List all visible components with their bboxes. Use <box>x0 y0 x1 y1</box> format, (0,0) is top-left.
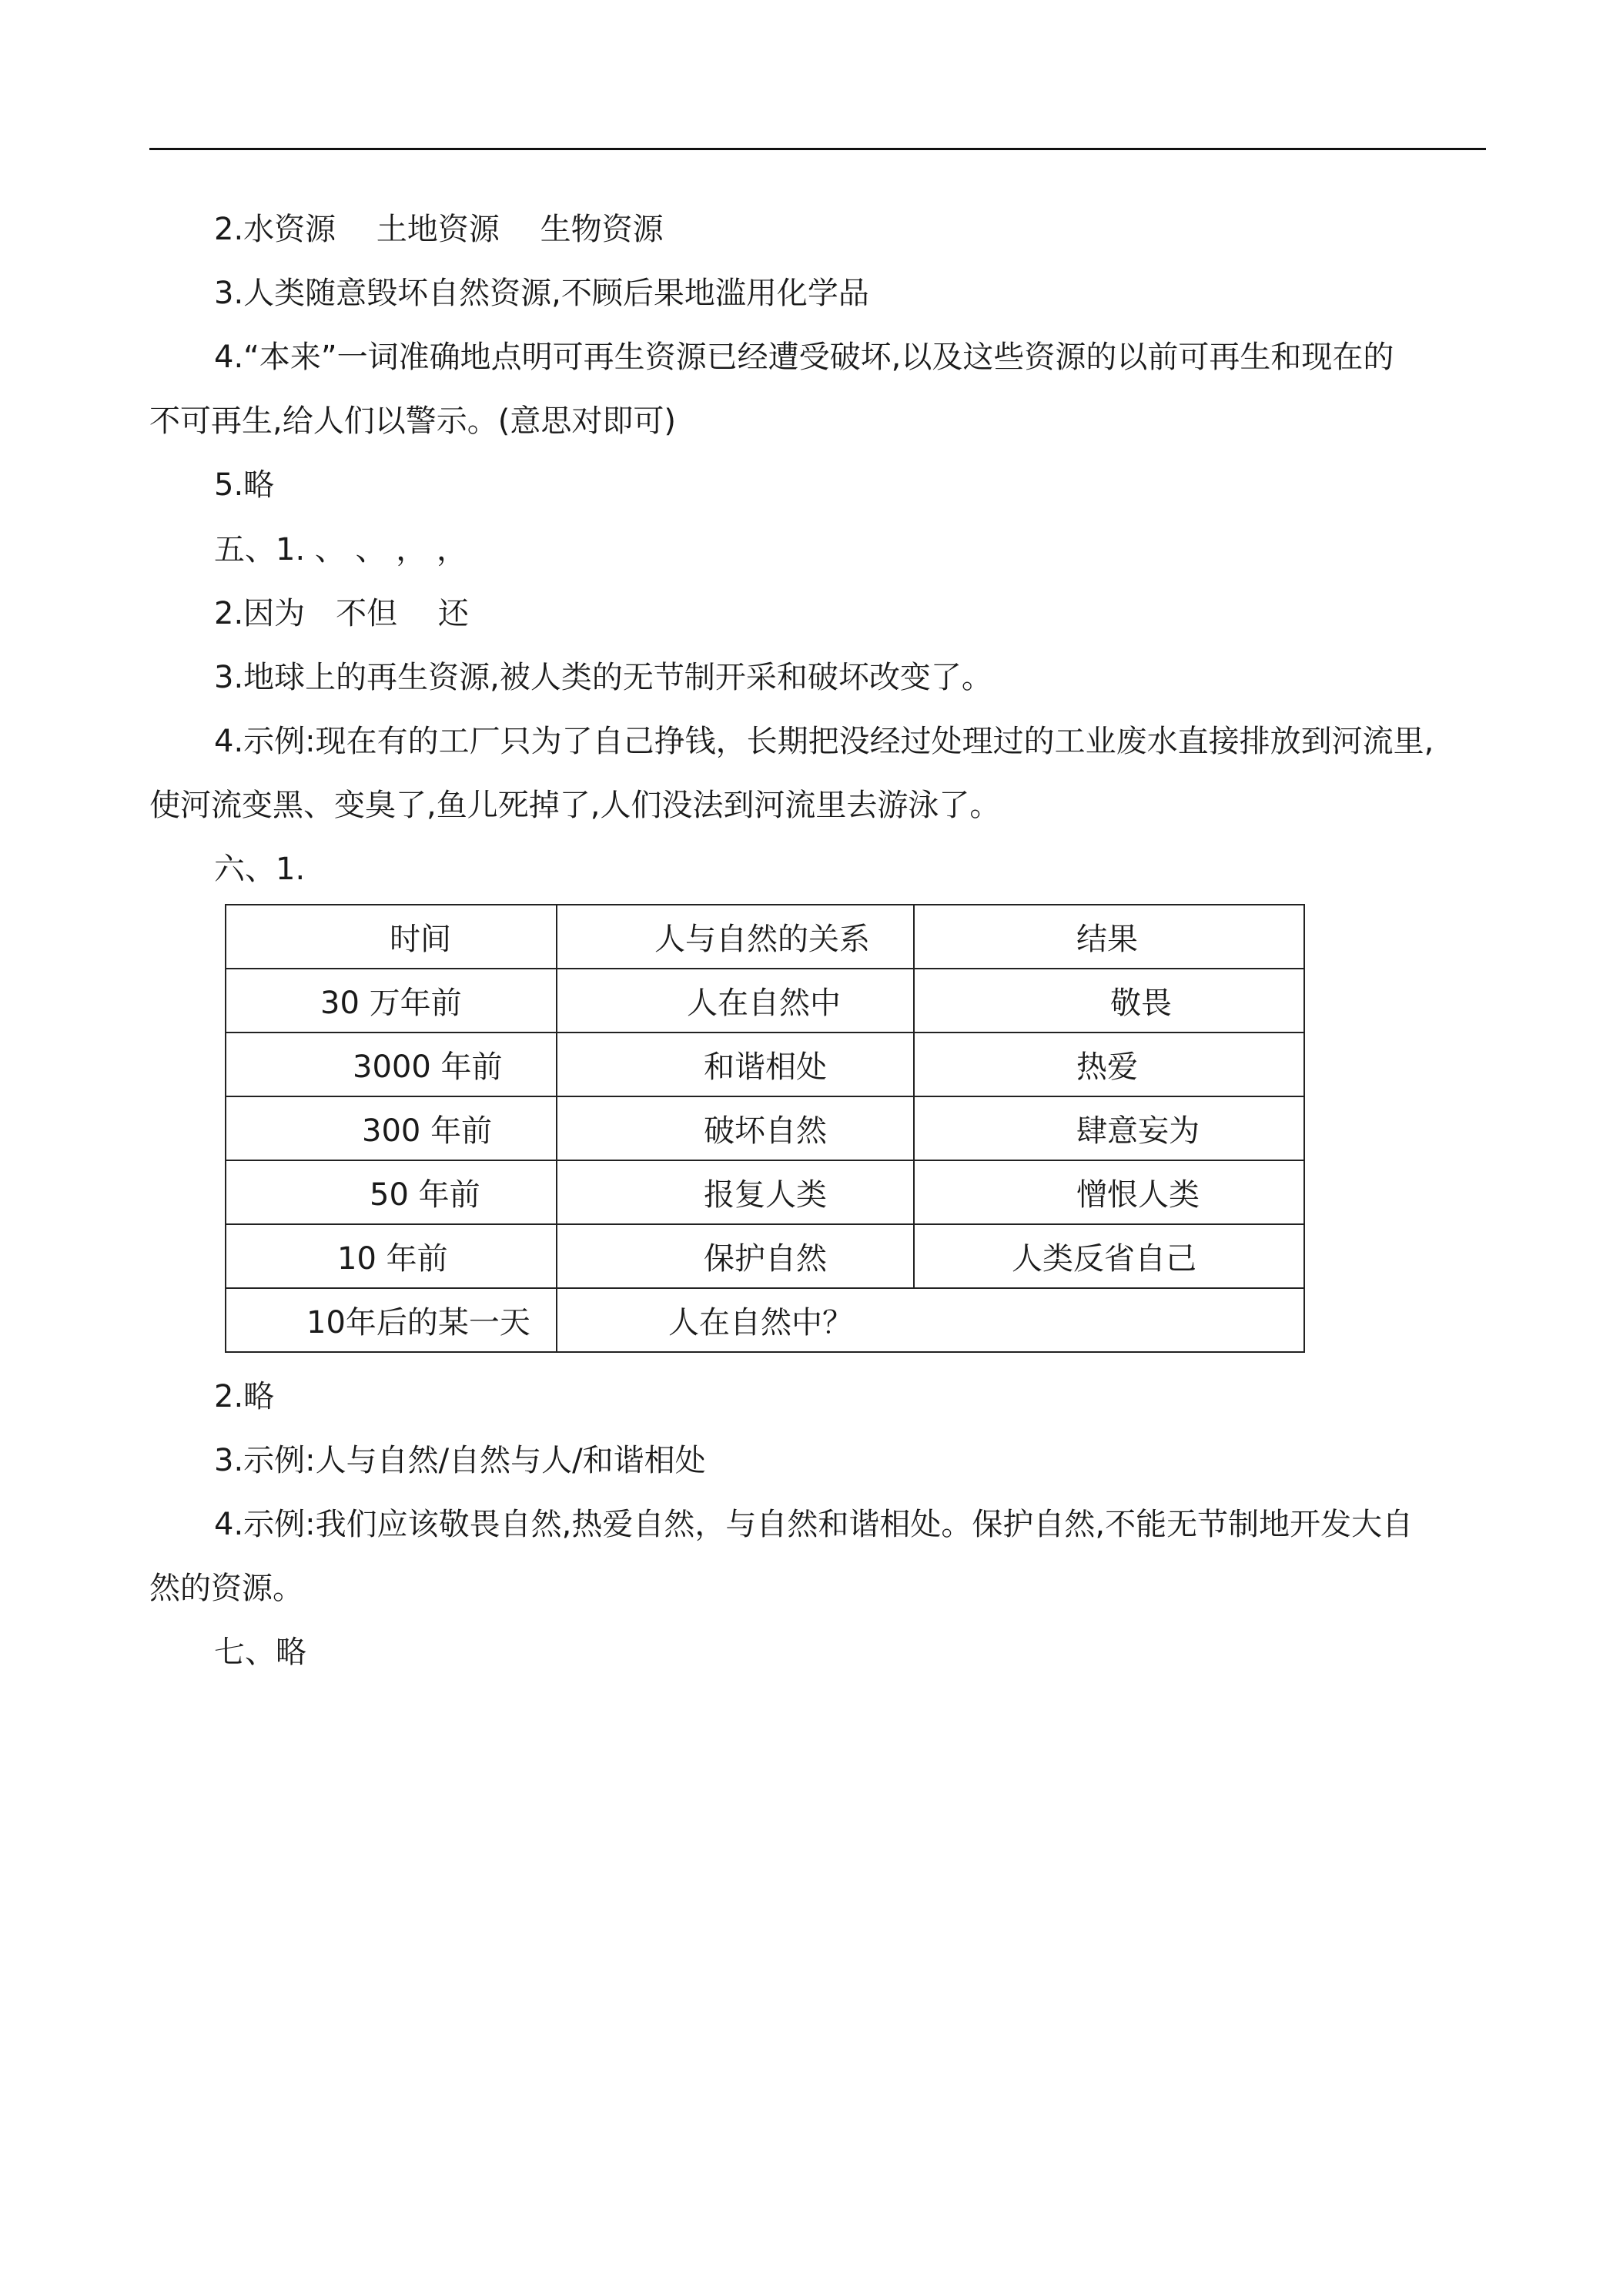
table-row <box>226 1160 1304 1224</box>
table-cell: 憎恨人类 <box>914 1160 1304 1224</box>
table-cell: 破坏自然 <box>557 1096 914 1160</box>
header-rule <box>149 148 1486 150</box>
table-header-cell: 时间 <box>226 905 557 969</box>
answer-4-4-line1: 4.“本来”一词准确地点明可再生资源已经遭受破坏,以及这些资源的以前可再生和现在的 <box>214 340 1394 375</box>
answer-4-4-line2: 不可再生,给人们以警示。(意思对即可) <box>149 403 676 439</box>
table-row <box>226 1096 1304 1160</box>
answer-5-2: 2.因为 不但 还 <box>214 596 469 631</box>
table-cell: 300 年前 <box>226 1096 557 1160</box>
answer-6-2: 2.略 <box>214 1379 275 1414</box>
table-cell: 人在自然中 <box>557 969 914 1033</box>
table-cell: 保护自然 <box>557 1224 914 1288</box>
table-header-cell: 结果 <box>914 905 1304 969</box>
answer-table <box>225 904 1305 1353</box>
answer-7: 七、略 <box>214 1635 306 1670</box>
answer-6-4-line2: 然的资源。 <box>149 1571 303 1606</box>
table-row <box>226 969 1304 1033</box>
table-cell: 10年后的某一天 <box>226 1288 557 1352</box>
table-row <box>226 1224 1304 1288</box>
table-row <box>226 1288 1304 1352</box>
table-cell: 热爱 <box>914 1033 1304 1096</box>
answer-5-4-line1: 4.示例:现在有的工厂只为了自己挣钱，长期把没经过处理过的工业废水直接排放到河流里, <box>214 724 1434 759</box>
answer-5-3: 3.地球上的再生资源,被人类的无节制开采和破坏改变了。 <box>214 660 992 695</box>
table-cell: 30 万年前 <box>226 969 557 1033</box>
table-cell: 报复人类 <box>557 1160 914 1224</box>
table-header-cell: 人与自然的关系 <box>557 905 914 969</box>
table-cell: 50 年前 <box>226 1160 557 1224</box>
table-cell: 10 年前 <box>226 1224 557 1288</box>
table-cell: 人在自然中？ <box>557 1288 1304 1352</box>
table-cell: 敬畏 <box>914 969 1304 1033</box>
table-cell: 3000 年前 <box>226 1033 557 1096</box>
answer-4-3: 3.人类随意毁坏自然资源,不顾后果地滥用化学品 <box>214 276 869 311</box>
table-row <box>226 1033 1304 1096</box>
table-cell: 和谐相处 <box>557 1033 914 1096</box>
table-cell: 人类反省自己 <box>914 1224 1304 1288</box>
answer-6-3: 3.示例:人与自然/自然与人/和谐相处 <box>214 1443 706 1478</box>
answer-6-4-line1: 4.示例:我们应该敬畏自然,热爱自然，与自然和谐相处。保护自然,不能无节制地开发大自 <box>214 1507 1414 1542</box>
answer-4-2: 2.水资源 土地资源 生物资源 <box>214 212 664 247</box>
answer-5-4-line2: 使河流变黑、变臭了,鱼儿死掉了,人们没法到河流里去游泳了。 <box>149 788 1001 823</box>
answer-5-1: 五、1. 、 、 ， ， <box>214 532 468 567</box>
answer-4-5: 5.略 <box>214 467 275 503</box>
table-header-row <box>226 905 1304 969</box>
table-cell: 肆意妄为 <box>914 1096 1304 1160</box>
answer-6-1-label: 六、1. <box>214 852 306 887</box>
